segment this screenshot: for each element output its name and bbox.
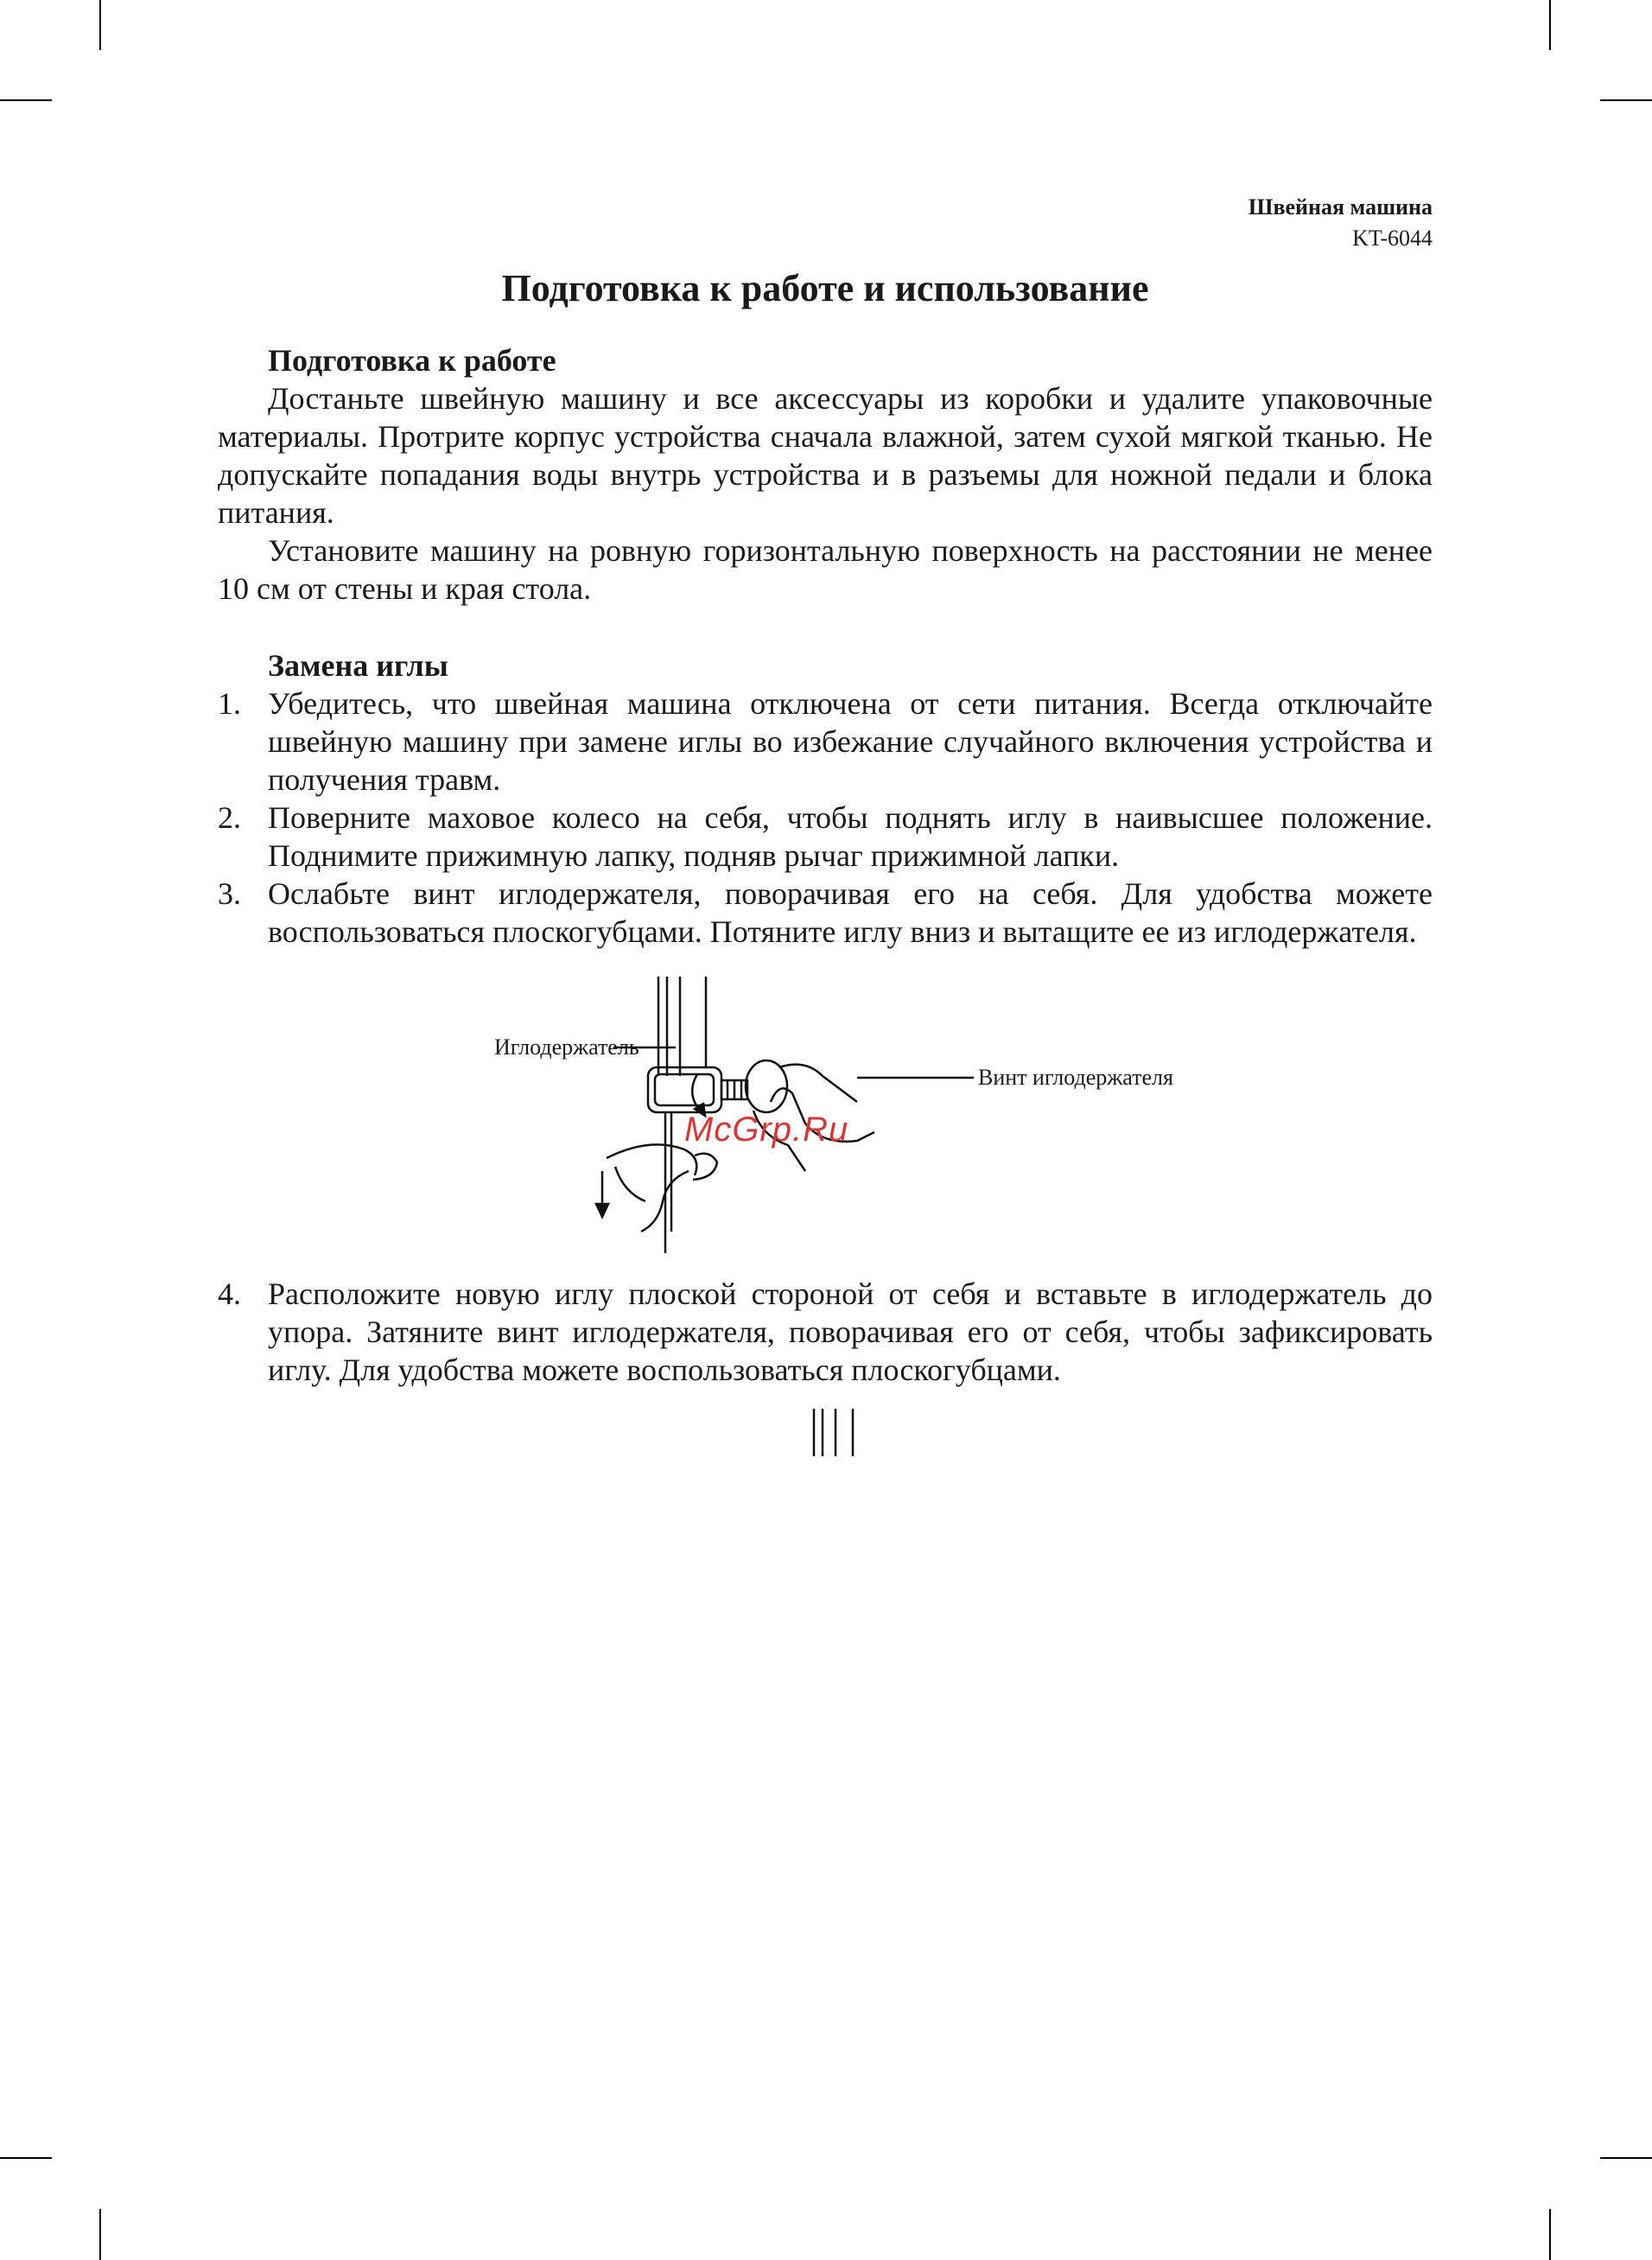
header-product: Швейная машина	[1248, 194, 1433, 220]
crop-mark	[1600, 99, 1652, 101]
list-number: 3.	[218, 876, 241, 911]
header-model: KT-6044	[1352, 226, 1433, 251]
figure-needle-insertion	[702, 1404, 1168, 1698]
crop-mark	[99, 2209, 101, 2260]
list-item	[218, 1275, 1433, 1389]
list-text: Расположите новую иглу плоской стороной от себя и вставьте в иглодержатель до упора. Затяните винт иглодержателя, поворачивая его от себя, чтобы зафиксировать иглу. Для удобства можете воспользоваться плоскогубцами.	[268, 1276, 1433, 1387]
crop-mark	[1549, 0, 1551, 50]
section-heading-needle-replacement: Замена иглы	[268, 648, 448, 683]
list-text: Ослабьте винт иглодержателя, поворачивая его на себя. Для удобства можете воспользоваться плоскогубцами. Потяните иглу вниз и вытащите ее из иглодержателя.	[268, 876, 1433, 949]
crop-mark	[0, 2157, 52, 2159]
list-number: 1.	[218, 686, 241, 721]
paragraph: Достаньте швейную машину и все аксессуары из коробки и удалите упаковочные материалы. Протрите корпус устройства сначала влажной, затем сухой мягкой тканью. Не допускайте попадания воды внутрь устройства и в разъемы для ножной педали и блока питания.	[218, 381, 1433, 530]
list-number: 4.	[218, 1276, 241, 1311]
running-header	[1249, 192, 1433, 254]
list-number: 2.	[218, 800, 241, 835]
crop-mark	[1549, 2209, 1551, 2260]
list-item	[218, 799, 1433, 875]
page-title: Подготовка к работе и использование	[501, 267, 1149, 309]
needle-insertion-illustration	[702, 1404, 1168, 1698]
figure-needle-removal	[494, 972, 1185, 1257]
label-needle-holder-screw: Винт иглодержателя	[978, 1065, 1173, 1090]
list-text: Поверните маховое колесо на себя, чтобы поднять иглу в наивысшее положение. Поднимите прижимную лапку, подняв рычаг прижимной лапки.	[268, 800, 1433, 873]
section-heading-preparation: Подготовка к работе	[268, 343, 556, 378]
list-text: Убедитесь, что швейная машина отключена от сети питания. Всегда отключайте швейную машину при замене иглы во избежание случайного включения устройства и получения травм.	[268, 686, 1433, 797]
label-needle-holder: Иглодержатель	[494, 1035, 639, 1060]
crop-mark	[1600, 2157, 1652, 2159]
paragraph: Установите машину на ровную горизонтальную поверхность на расстоянии не менее 10 см от стены и края стола.	[218, 533, 1433, 606]
crop-mark	[99, 0, 101, 50]
crop-mark	[0, 99, 52, 101]
watermark-text: McGrp.Ru	[684, 1111, 849, 1149]
list-item	[218, 875, 1433, 951]
list-item	[218, 684, 1433, 799]
